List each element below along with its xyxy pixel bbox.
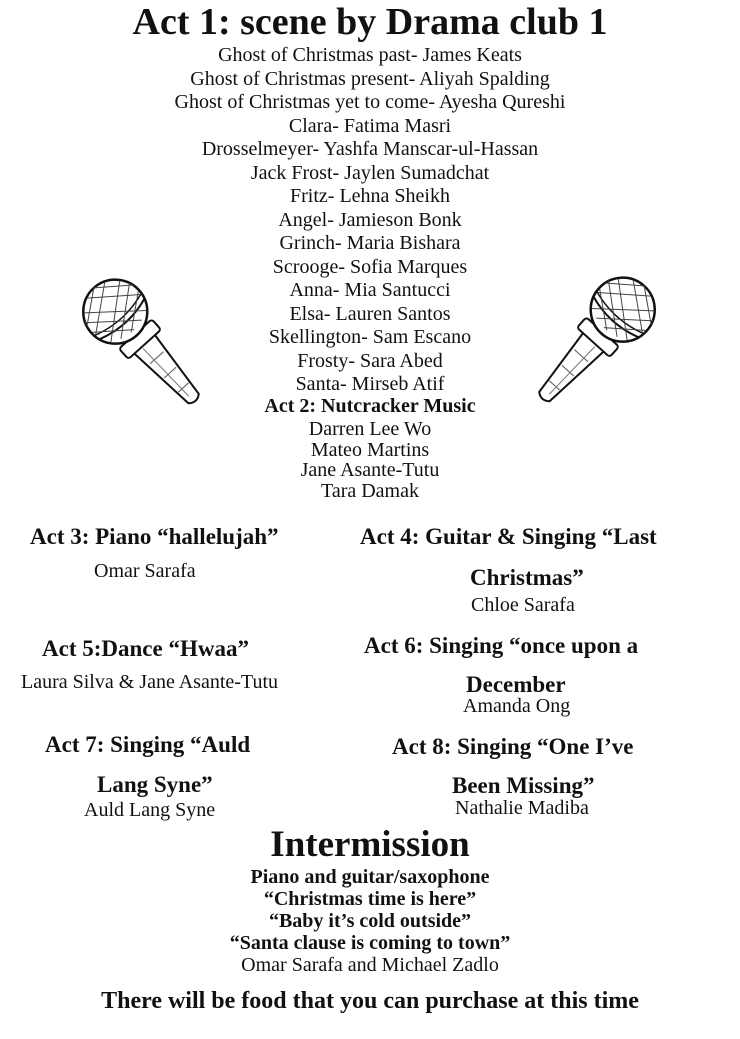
act4-title-continued: Christmas” [470,565,584,590]
cast-line: Frosty- Sara Abed [297,349,443,372]
act4-performer: Chloe Sarafa [471,594,575,616]
cast-line: Clara- Fatima Masri [288,114,452,137]
act8-title: Act 8: Singing “One I’ve [392,734,634,759]
act4-title: Act 4: Guitar & Singing “Last [360,524,657,549]
act7-performer: Auld Lang Syne [84,799,216,821]
cast-line: Ghost of Christmas present- Aliyah Spalding [190,67,550,90]
cast-line: Anna- Mia Santucci [289,279,451,301]
act5-title: Act 5:Dance “Hwaa” [42,636,249,661]
intermission-details [0,866,740,976]
performer-line: Mateo Martins [310,438,430,461]
song-line: “Santa clause is coming to town” [229,932,511,954]
act3-performer: Omar Sarafa [94,560,196,582]
food-notice: There will be food that you can purchase at this time [101,988,639,1014]
act6-title: Act 6: Singing “once upon a [364,633,639,658]
act2-performers [0,419,740,501]
cast-line: Ghost of Christmas yet to come- Ayesha Qureshi [174,91,566,113]
page-title: Act 1: scene by Drama club 1 [132,1,608,43]
act8-title-continued: Been Missing” [452,773,595,798]
act7-title-continued: Lang Syne” [97,772,213,797]
cast-line: Scrooge- Sofia Marques [272,255,468,278]
cast-line: Santa- Mirseb Atif [295,373,445,395]
act3-title: Act 3: Piano “hallelujah” [30,524,279,549]
cast-line: Jack Frost- Jaylen Sumadchat [250,161,490,184]
intermission-title: Intermission [270,824,470,865]
act6-title-continued: December [466,672,566,697]
cast-line: Angel- Jamieson Bonk [278,208,462,231]
microphone-icon [30,228,230,428]
cast-line: Drosselmeyer- Yashfa Manscar-ul-Hassan [201,138,539,160]
act6-performer: Amanda Ong [463,695,571,717]
song-line: “Christmas time is here” [263,888,477,910]
act8-performer: Nathalie Madiba [455,797,589,819]
intermission-subtitle: Piano and guitar/saxophone [250,866,490,888]
cast-line: Grinch- Maria Bishara [279,232,461,254]
performer-line: Darren Lee Wo [308,418,432,440]
act7-title: Act 7: Singing “Auld [45,732,251,757]
act5-performer: Laura Silva & Jane Asante-Tutu [21,671,279,693]
performer-line: Jane Asante-Tutu [300,459,440,481]
microphone-icon [508,226,708,426]
cast-line: Elsa- Lauren Santos [289,302,451,325]
intermission-performers: Omar Sarafa and Michael Zadlo [241,954,499,976]
cast-line: Fritz- Lehna Sheikh [290,185,450,207]
performer-line: Tara Damak [321,479,419,502]
cast-line: Skellington- Sam Escano [268,326,472,348]
song-line: “Baby it’s cold outside” [268,910,472,932]
cast-line: Ghost of Christmas past- James Keats [218,44,522,66]
act2-title: Act 2: Nutcracker Music [264,395,476,417]
